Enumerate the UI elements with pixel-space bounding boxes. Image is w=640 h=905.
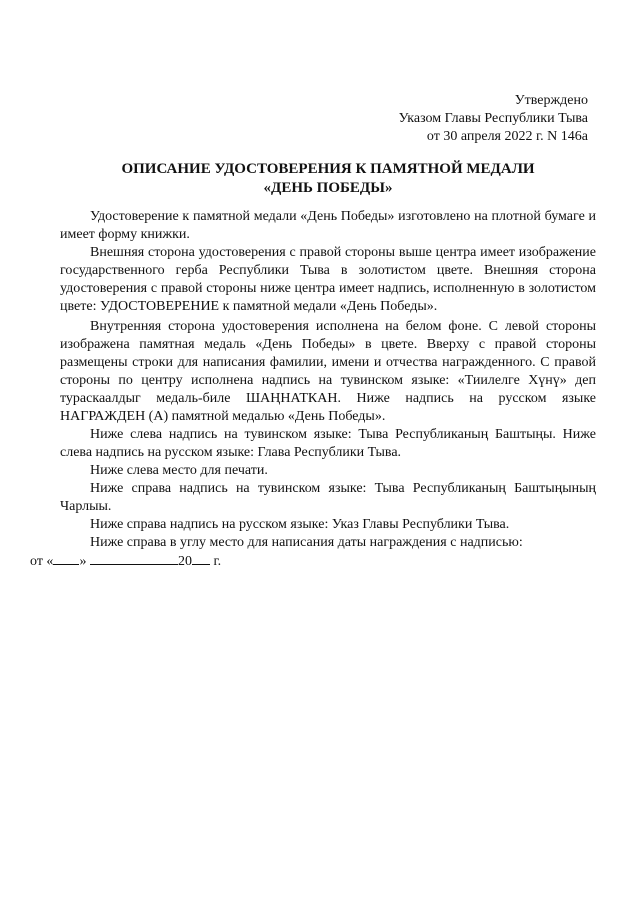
document-title — [60, 160, 596, 198]
paragraph-seal-place: Ниже слева место для печати. — [90, 463, 268, 478]
day-blank — [53, 552, 79, 565]
date-line — [30, 552, 221, 571]
paragraph-decree-russian: Ниже справа надпись на русском языке: Указ Главы Республики Тыва. — [90, 517, 510, 532]
paragraph-outer-side: Внешняя сторона удостоверения с правой стороны выше центра имеет изображение государственного герба Республики Тыва в золотистом цвете. Внешняя сторона удостоверения с правой стороны ниже центра имеет надпись, исполненную в золотистом цвете: УДОСТОВЕРЕНИЕ к памятной медали «День Победы». — [60, 245, 596, 314]
year-prefix: 20 — [177, 554, 192, 569]
approval-line-date: от 30 апреля 2022 г. N 146а — [426, 129, 588, 144]
paragraph-award-date — [30, 534, 596, 571]
date-prefix: от « — [30, 554, 54, 569]
title-line-1: ОПИСАНИЕ УДОСТОВЕРЕНИЯ К ПАМЯТНОЙ МЕДАЛИ — [121, 161, 535, 177]
document-body — [30, 208, 596, 571]
paragraph-head-signature: Ниже слева надпись на тувинском языке: Тыва Республиканың Баштыңы. Ниже слева надпись на русском языке: Глава Республики Тыва. — [60, 427, 596, 460]
paragraph-inner-side: Внутренняя сторона удостоверения исполнена на белом фоне. С левой стороны изображена памятная медаль «День Победы» в цвете. Вверху с правой стороны размещены строки для написания фамилии, имени и отчества награжденного. С правой стороны по центру исполнена надпись на тувинском языке: «Тиилелге Хүнү» деп тураскаалдыг медаль-биле ШАҢНАТКАН. Ниже надпись на русском языке НАГРАЖДЕН (А) памятной медалью «День Победы». — [60, 319, 596, 424]
approval-block — [399, 92, 588, 146]
title-line-2: «ДЕНЬ ПОБЕДЫ» — [263, 180, 393, 196]
approval-line-approved: Утверждено — [514, 93, 588, 108]
year-blank — [192, 552, 210, 565]
paragraph-certificate-material: Удостоверение к памятной медали «День Победы» изготовлено на плотной бумаге и имеет форму книжки. — [60, 209, 596, 242]
year-suffix: г. — [213, 554, 222, 569]
date-quote-close: » — [79, 554, 87, 569]
award-date-text: Ниже справа в углу место для написания даты награждения с надписью: — [90, 535, 523, 550]
paragraph-decree-tuvan: Ниже справа надпись на тувинском языке: Тыва Республиканың Баштыңының Чарлыы. — [60, 481, 596, 514]
approval-line-decree: Указом Главы Республики Тыва — [398, 111, 588, 126]
month-blank — [90, 552, 178, 565]
